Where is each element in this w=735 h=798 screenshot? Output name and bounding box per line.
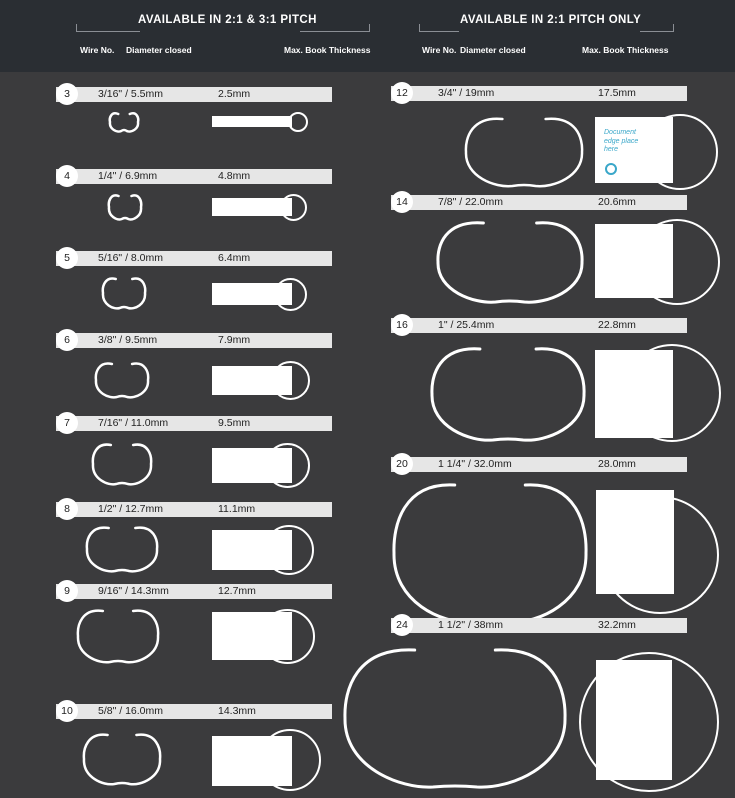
left-max-thickness: 2.5mm — [218, 88, 251, 100]
right-wire-ring — [642, 114, 718, 190]
left-diameter: 5/16" / 8.0mm — [98, 252, 164, 264]
left-col-max-book: Max. Book Thickness — [284, 45, 371, 55]
right-wire-number: 14 — [391, 191, 413, 213]
right-wire-number: 12 — [391, 82, 413, 104]
left-wire-ring — [280, 194, 307, 221]
right-wire-number: 20 — [391, 453, 413, 475]
right-max-thickness: 32.2mm — [598, 619, 636, 631]
right-wire-ring — [579, 652, 719, 792]
left-wire-shape — [107, 192, 143, 222]
left-wire-number: 6 — [56, 329, 78, 351]
left-wire-ring — [260, 609, 315, 664]
right-wire-shape — [464, 115, 584, 189]
right-label-bar — [391, 318, 687, 333]
left-diameter: 5/8" / 16.0mm — [98, 705, 164, 717]
document-edge-note: Document edge place here — [604, 129, 639, 153]
left-wire-ring — [259, 729, 321, 791]
left-wire-shape — [91, 441, 153, 487]
left-wire-number: 10 — [56, 700, 78, 722]
left-diameter: 1/4" / 6.9mm — [98, 170, 158, 182]
right-title-rule-left — [419, 24, 459, 32]
document-edge-icon — [605, 163, 617, 175]
right-wire-number: 24 — [391, 614, 413, 636]
right-label-bar — [391, 86, 687, 101]
left-col-wire-no: Wire No. — [80, 45, 115, 55]
left-wire-number: 3 — [56, 83, 78, 105]
left-wire-ring — [271, 361, 310, 400]
right-col-max-book: Max. Book Thickness — [582, 45, 669, 55]
left-wire-shape — [82, 731, 162, 787]
right-wire-number: 16 — [391, 314, 413, 336]
left-wire-shape — [85, 524, 159, 574]
right-wire-ring — [634, 219, 720, 305]
left-diameter: 3/16" / 5.5mm — [98, 88, 164, 100]
left-max-thickness: 7.9mm — [218, 334, 251, 346]
left-wire-number: 4 — [56, 165, 78, 187]
right-wire-ring — [623, 344, 721, 442]
left-max-thickness: 9.5mm — [218, 417, 251, 429]
right-max-thickness: 17.5mm — [598, 87, 636, 99]
left-max-thickness: 14.3mm — [218, 705, 256, 717]
left-wire-ring — [288, 112, 308, 132]
right-diameter: 7/8" / 22.0mm — [438, 196, 504, 208]
right-col-diameter: Diameter closed — [460, 45, 526, 55]
right-max-thickness: 22.8mm — [598, 319, 636, 331]
left-diameter: 3/8" / 9.5mm — [98, 334, 158, 346]
right-title-rule-right — [640, 24, 674, 32]
right-wire-shape — [392, 481, 588, 625]
left-wire-shape — [108, 110, 140, 134]
right-max-thickness: 28.0mm — [598, 458, 636, 470]
right-wire-shape — [436, 219, 584, 305]
right-label-bar — [391, 618, 687, 633]
left-max-thickness: 6.4mm — [218, 252, 251, 264]
left-max-thickness: 4.8mm — [218, 170, 251, 182]
left-wire-number: 5 — [56, 247, 78, 269]
left-diameter: 7/16" / 11.0mm — [98, 417, 169, 429]
left-wire-ring — [264, 525, 314, 575]
left-section-title: AVAILABLE IN 2:1 & 3:1 PITCH — [138, 14, 317, 26]
left-wire-number: 9 — [56, 580, 78, 602]
right-wire-shape — [343, 646, 567, 790]
left-diameter: 9/16" / 14.3mm — [98, 585, 169, 597]
left-book-block — [212, 116, 292, 127]
left-wire-ring — [265, 443, 310, 488]
right-diameter: 1" / 25.4mm — [438, 319, 495, 331]
right-max-thickness: 20.6mm — [598, 196, 636, 208]
left-wire-number: 8 — [56, 498, 78, 520]
left-diameter: 1/2" / 12.7mm — [98, 503, 164, 515]
left-wire-number: 7 — [56, 412, 78, 434]
left-col-diameter: Diameter closed — [126, 45, 192, 55]
header-band — [0, 0, 735, 72]
right-label-bar — [391, 457, 687, 472]
right-wire-ring — [601, 496, 719, 614]
right-col-wire-no: Wire No. — [422, 45, 457, 55]
left-max-thickness: 11.1mm — [218, 503, 256, 515]
right-section-title: AVAILABLE IN 2:1 PITCH ONLY — [460, 14, 642, 26]
left-wire-ring — [274, 278, 307, 311]
right-wire-shape — [430, 345, 586, 443]
right-diameter: 3/4" / 19mm — [438, 87, 495, 99]
right-label-bar — [391, 195, 687, 210]
right-diameter: 1 1/2" / 38mm — [438, 619, 504, 631]
left-wire-shape — [76, 607, 160, 665]
left-title-rule-left — [76, 24, 140, 32]
right-diameter: 1 1/4" / 32.0mm — [438, 458, 512, 470]
left-wire-shape — [101, 275, 147, 311]
left-wire-shape — [94, 360, 150, 400]
left-max-thickness: 12.7mm — [218, 585, 256, 597]
